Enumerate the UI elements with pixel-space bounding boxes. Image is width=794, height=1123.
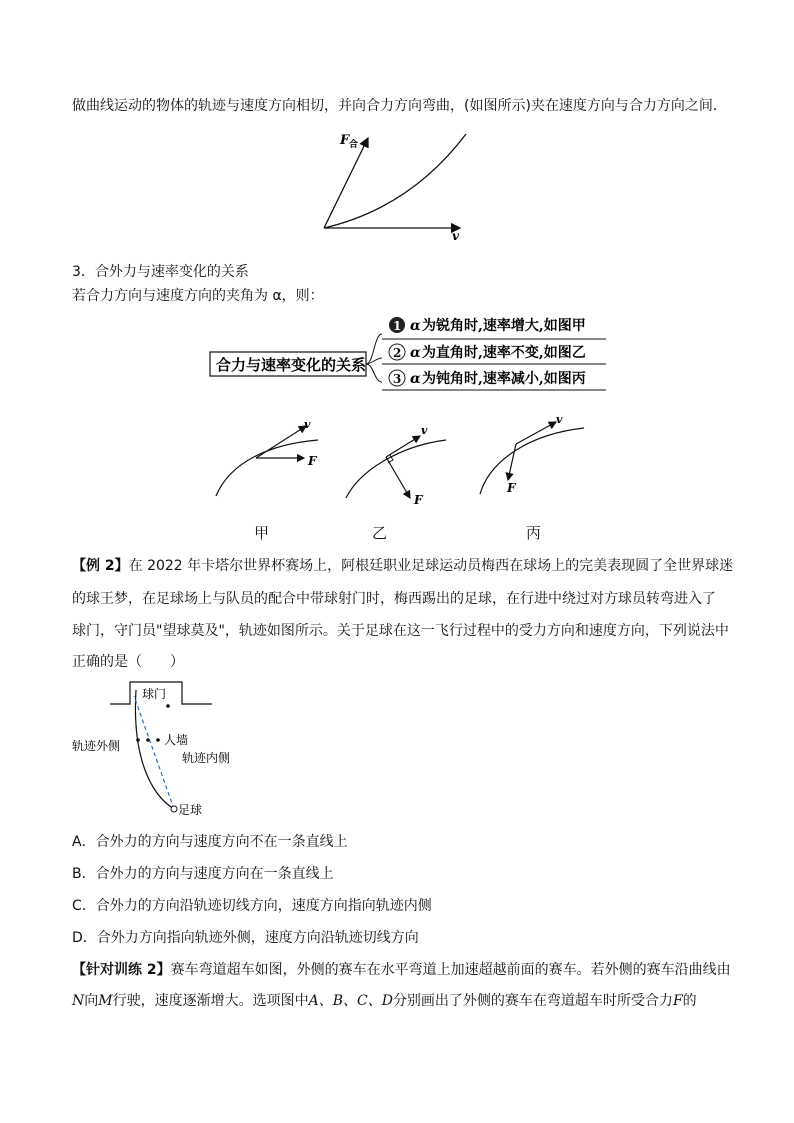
svg-text:3: 3 bbox=[393, 372, 402, 386]
training2-label: 【针对训练 2】 bbox=[72, 962, 171, 978]
figure-force-velocity bbox=[300, 122, 490, 244]
svg-text:v: v bbox=[556, 413, 563, 426]
goal-label: 球门 bbox=[142, 687, 167, 701]
force-vector bbox=[324, 138, 368, 228]
figure-football bbox=[70, 676, 250, 820]
caption-jia: 甲 bbox=[254, 524, 270, 542]
svg-text:α: α bbox=[410, 345, 421, 361]
svg-text:为钝角时,速率减小,如图丙: 为钝角时,速率减小,如图丙 bbox=[422, 371, 586, 387]
mindmap-item-1 bbox=[389, 317, 586, 334]
example2-text-1: 在 2022 年卡塔尔世界杯赛场上，阿根廷职业足球运动员梅西在球场上的完美表现圆了全世界球迷 bbox=[128, 558, 734, 574]
trajectory-curve bbox=[324, 134, 466, 228]
symbol-n: N bbox=[72, 993, 85, 1009]
figure-yi bbox=[346, 424, 446, 507]
example2-line4: 正确的是（ ） bbox=[72, 654, 184, 670]
text-drive: 行驶，速度逐渐增大。选项图中 bbox=[112, 993, 309, 1009]
mindmap-item-3 bbox=[389, 370, 586, 387]
mindmap-center-label: 合力与速率变化的关系 bbox=[216, 356, 367, 374]
example2-line3: 球门，守门员"望球莫及"，轨迹如图所示。关于足球在这一飞行过程中的受力方向和速度方向，下列说法中 bbox=[72, 623, 729, 639]
text-each: 分别画出了外侧的赛车在弯道超车时所受合力 bbox=[392, 993, 673, 1009]
symbol-f: F bbox=[672, 993, 683, 1009]
wall-label: 人墙 bbox=[164, 733, 189, 747]
svg-text:为直角时,速率不变,如图乙: 为直角时,速率不变,如图乙 bbox=[422, 345, 586, 361]
mindmap bbox=[206, 312, 616, 396]
symbol-m: M bbox=[98, 993, 113, 1009]
example2-line2: 的球王梦，在足球场上与队员的配合中带球射门时，梅西踢出的足球，在行进中绕过对方球员转弯进入了 bbox=[72, 591, 716, 607]
ball-label: 足球 bbox=[178, 803, 203, 817]
text-xiang: 向 bbox=[84, 993, 99, 1009]
example2-line1 bbox=[72, 556, 733, 576]
training2-text-1: 赛车弯道超车如图，外侧的赛车在水平弯道上加速超越前面的赛车。若外侧的赛车沿曲线由 bbox=[170, 962, 731, 978]
svg-text:1: 1 bbox=[393, 319, 402, 333]
svg-text:α: α bbox=[410, 318, 421, 334]
figure-jia bbox=[216, 418, 318, 496]
intro-text: 做曲线运动的物体的轨迹与速度方向相切，并向合力方向弯曲，(如图所示)夹在速度方向与合力方向之间． bbox=[72, 98, 727, 114]
svg-text:F: F bbox=[414, 493, 423, 507]
svg-text:v: v bbox=[304, 418, 311, 431]
svg-text:2: 2 bbox=[393, 346, 402, 360]
text-de: 的 bbox=[682, 993, 697, 1009]
caption-yi: 乙 bbox=[372, 524, 388, 542]
force-subscript: 合 bbox=[349, 140, 359, 150]
caption-bing: 丙 bbox=[526, 524, 542, 542]
svg-text:α: α bbox=[410, 371, 421, 387]
example2-label: 【例 2】 bbox=[72, 558, 129, 574]
svg-text:F: F bbox=[507, 481, 516, 495]
training2-line1 bbox=[72, 960, 731, 980]
velocity-label: v bbox=[452, 229, 459, 243]
option-d[interactable]: D．合外力方向指向轨迹外侧，速度方向沿轨迹切线方向 bbox=[72, 930, 419, 946]
training2-line2 bbox=[72, 991, 697, 1011]
section3-heading: 3．合外力与速率变化的关系 bbox=[72, 264, 249, 280]
outer-label: 轨迹外侧 bbox=[72, 739, 121, 753]
inner-label: 轨迹内侧 bbox=[182, 751, 231, 765]
option-b[interactable]: B．合外力的方向与速度方向在一条直线上 bbox=[72, 866, 334, 882]
svg-text:F: F bbox=[308, 454, 317, 468]
section3-condition: 若合力方向与速度方向的夹角为 α，则： bbox=[72, 288, 324, 304]
svg-text:为锐角时,速率增大,如图甲: 为锐角时,速率增大,如图甲 bbox=[422, 318, 586, 334]
option-c[interactable]: C．合外力的方向沿轨迹切线方向，速度方向指向轨迹内侧 bbox=[72, 898, 432, 914]
symbol-abcd: A、B、C、D bbox=[308, 993, 393, 1009]
figure-bing bbox=[480, 413, 584, 495]
force-label: F bbox=[340, 133, 350, 148]
svg-text:v: v bbox=[421, 424, 428, 437]
mindmap-item-2 bbox=[389, 344, 586, 361]
option-a[interactable]: A．合外力的方向与速度方向不在一条直线上 bbox=[72, 834, 348, 850]
figures-jia-yi-bing bbox=[200, 410, 620, 510]
